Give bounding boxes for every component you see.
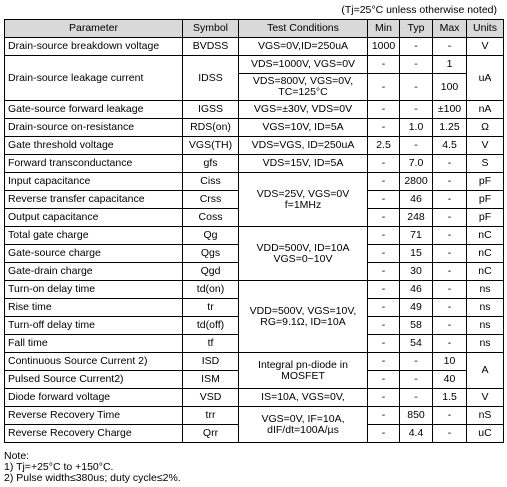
column-header: Parameter bbox=[5, 20, 183, 38]
min-cell: - bbox=[368, 245, 400, 263]
min-cell: - bbox=[368, 299, 400, 317]
max-cell: 100 bbox=[433, 74, 467, 101]
condition-cell: VDD=500V, VGS=10V, RG=9.1Ω, ID=10A bbox=[239, 281, 368, 353]
units-cell: V bbox=[467, 137, 504, 155]
table-row bbox=[5, 155, 504, 173]
param-cell: Gate threshold voltage bbox=[5, 137, 183, 155]
symbol-cell: Qg bbox=[183, 227, 239, 245]
symbol-cell: IDSS bbox=[183, 56, 239, 101]
condition-cell: Integral pn-diode in MOSFET bbox=[239, 353, 368, 389]
units-cell: Ω bbox=[467, 119, 504, 137]
max-cell: - bbox=[433, 173, 467, 191]
column-header: Symbol bbox=[183, 20, 239, 38]
units-cell: V bbox=[467, 38, 504, 56]
typ-cell: - bbox=[400, 56, 433, 74]
test-condition-note: (Tj=25°C unless otherwise noted) bbox=[341, 4, 497, 16]
param-cell: Total gate charge bbox=[5, 227, 183, 245]
min-cell: - bbox=[368, 407, 400, 425]
min-cell: 2.5 bbox=[368, 137, 400, 155]
max-cell: - bbox=[433, 425, 467, 443]
max-cell: - bbox=[433, 281, 467, 299]
units-cell: uC bbox=[467, 425, 504, 443]
table-row bbox=[5, 353, 504, 371]
typ-cell: 71 bbox=[400, 227, 433, 245]
max-cell: - bbox=[433, 191, 467, 209]
symbol-cell: Qrr bbox=[183, 425, 239, 443]
column-header: Max bbox=[433, 20, 467, 38]
condition-cell: VDS=15V, ID=5A bbox=[239, 155, 368, 173]
typ-cell: - bbox=[400, 389, 433, 407]
condition-cell: VGS=10V, ID=5A bbox=[239, 119, 368, 137]
units-cell: pF bbox=[467, 209, 504, 227]
typ-cell: 1.0 bbox=[400, 119, 433, 137]
units-cell: ns bbox=[467, 335, 504, 353]
min-cell: - bbox=[368, 317, 400, 335]
typ-cell: 4.4 bbox=[400, 425, 433, 443]
min-cell: 1000 bbox=[368, 38, 400, 56]
units-cell: nC bbox=[467, 245, 504, 263]
symbol-cell: tr bbox=[183, 299, 239, 317]
symbol-cell: VSD bbox=[183, 389, 239, 407]
param-cell: Gate-drain charge bbox=[5, 263, 183, 281]
condition-cell: VGS=±30V, VDS=0V bbox=[239, 101, 368, 119]
min-cell: - bbox=[368, 227, 400, 245]
symbol-cell: VGS(TH) bbox=[183, 137, 239, 155]
param-cell: Turn-off delay time bbox=[5, 317, 183, 335]
typ-cell: 58 bbox=[400, 317, 433, 335]
units-cell: ns bbox=[467, 299, 504, 317]
min-cell: - bbox=[368, 371, 400, 389]
typ-cell: 15 bbox=[400, 245, 433, 263]
typ-cell: - bbox=[400, 101, 433, 119]
condition-cell: VDS=800V, VGS=0V, TC=125°C bbox=[239, 74, 368, 101]
table-row bbox=[5, 227, 504, 245]
max-cell: - bbox=[433, 227, 467, 245]
symbol-cell: ISM bbox=[183, 371, 239, 389]
param-cell: Reverse transfer capacitance bbox=[5, 191, 183, 209]
typ-cell: 46 bbox=[400, 191, 433, 209]
units-cell: nC bbox=[467, 227, 504, 245]
min-cell: - bbox=[368, 155, 400, 173]
typ-cell: 850 bbox=[400, 407, 433, 425]
units-cell: ns bbox=[467, 317, 504, 335]
electrical-characteristics-table bbox=[4, 19, 504, 443]
param-cell: Drain-source leakage current bbox=[5, 56, 183, 101]
param-cell: Rise time bbox=[5, 299, 183, 317]
typ-cell: 54 bbox=[400, 335, 433, 353]
min-cell: - bbox=[368, 425, 400, 443]
condition-cell: VDS=25V, VGS=0V f=1MHz bbox=[239, 173, 368, 227]
max-cell: - bbox=[433, 263, 467, 281]
symbol-cell: Crss bbox=[183, 191, 239, 209]
units-cell: nS bbox=[467, 407, 504, 425]
param-cell: Continuous Source Current 2) bbox=[5, 353, 183, 371]
typ-cell: - bbox=[400, 38, 433, 56]
min-cell: - bbox=[368, 173, 400, 191]
symbol-cell: IGSS bbox=[183, 101, 239, 119]
param-cell: Reverse Recovery Time bbox=[5, 407, 183, 425]
max-cell: - bbox=[433, 245, 467, 263]
symbol-cell: ISD bbox=[183, 353, 239, 371]
min-cell: - bbox=[368, 281, 400, 299]
units-cell: pF bbox=[467, 191, 504, 209]
table-row bbox=[5, 101, 504, 119]
table-row bbox=[5, 407, 504, 425]
min-cell: - bbox=[368, 74, 400, 101]
typ-cell: 46 bbox=[400, 281, 433, 299]
symbol-cell: trr bbox=[183, 407, 239, 425]
symbol-cell: td(off) bbox=[183, 317, 239, 335]
column-header: Units bbox=[467, 20, 504, 38]
table-row bbox=[5, 389, 504, 407]
max-cell: - bbox=[433, 335, 467, 353]
min-cell: - bbox=[368, 263, 400, 281]
max-cell: - bbox=[433, 317, 467, 335]
note-item: 1) Tj=+25°C to +150°C. bbox=[4, 461, 114, 473]
typ-cell: - bbox=[400, 137, 433, 155]
units-cell: uA bbox=[467, 56, 504, 101]
symbol-cell: Coss bbox=[183, 209, 239, 227]
param-cell: Diode forward voltage bbox=[5, 389, 183, 407]
column-header: Test Conditions bbox=[239, 20, 368, 38]
max-cell: 1.25 bbox=[433, 119, 467, 137]
param-cell: Gate-source forward leakage bbox=[5, 101, 183, 119]
notes bbox=[4, 451, 181, 484]
min-cell: - bbox=[368, 209, 400, 227]
table-row bbox=[5, 38, 504, 56]
condition-cell: VDS=VGS, ID=250uA bbox=[239, 137, 368, 155]
typ-cell: 30 bbox=[400, 263, 433, 281]
symbol-cell: td(on) bbox=[183, 281, 239, 299]
table-header-row bbox=[5, 20, 504, 38]
max-cell: 10 bbox=[433, 353, 467, 371]
units-cell: pF bbox=[467, 173, 504, 191]
param-cell: Output capacitance bbox=[5, 209, 183, 227]
table-row bbox=[5, 173, 504, 191]
note-item: 2) Pulse width≤380us; duty cycle≤2%. bbox=[4, 472, 181, 484]
max-cell: - bbox=[433, 299, 467, 317]
param-cell: Pulsed Source Current2) bbox=[5, 371, 183, 389]
max-cell: 1 bbox=[433, 56, 467, 74]
param-cell: Drain-source on-resistance bbox=[5, 119, 183, 137]
max-cell: - bbox=[433, 407, 467, 425]
typ-cell: 248 bbox=[400, 209, 433, 227]
table-row bbox=[5, 137, 504, 155]
symbol-cell: gfs bbox=[183, 155, 239, 173]
condition-cell: IS=10A, VGS=0V, bbox=[239, 389, 368, 407]
min-cell: - bbox=[368, 119, 400, 137]
condition-cell: VDD=500V, ID=10A VGS=0~10V bbox=[239, 227, 368, 281]
typ-cell: 49 bbox=[400, 299, 433, 317]
table-row bbox=[5, 56, 504, 74]
typ-cell: - bbox=[400, 371, 433, 389]
param-cell: Drain-source breakdown voltage bbox=[5, 38, 183, 56]
column-header: Min bbox=[368, 20, 400, 38]
param-cell: Gate-source charge bbox=[5, 245, 183, 263]
min-cell: - bbox=[368, 191, 400, 209]
symbol-cell: Qgd bbox=[183, 263, 239, 281]
max-cell: - bbox=[433, 155, 467, 173]
min-cell: - bbox=[368, 389, 400, 407]
typ-cell: - bbox=[400, 353, 433, 371]
max-cell: ±100 bbox=[433, 101, 467, 119]
max-cell: 40 bbox=[433, 371, 467, 389]
units-cell: nC bbox=[467, 263, 504, 281]
condition-cell: VGS=0V, IF=10A, dIF/dt=100A/µs bbox=[239, 407, 368, 443]
units-cell: V bbox=[467, 389, 504, 407]
min-cell: - bbox=[368, 101, 400, 119]
typ-cell: - bbox=[400, 74, 433, 101]
symbol-cell: RDS(on) bbox=[183, 119, 239, 137]
symbol-cell: tf bbox=[183, 335, 239, 353]
units-cell: nA bbox=[467, 101, 504, 119]
typ-cell: 2800 bbox=[400, 173, 433, 191]
param-cell: Reverse Recovery Charge bbox=[5, 425, 183, 443]
symbol-cell: Ciss bbox=[183, 173, 239, 191]
max-cell: 1.5 bbox=[433, 389, 467, 407]
param-cell: Turn-on delay time bbox=[5, 281, 183, 299]
symbol-cell: BVDSS bbox=[183, 38, 239, 56]
condition-cell: VGS=0V,ID=250uA bbox=[239, 38, 368, 56]
max-cell: - bbox=[433, 209, 467, 227]
column-header: Typ bbox=[400, 20, 433, 38]
units-cell: A bbox=[467, 353, 504, 389]
condition-cell: VDS=1000V, VGS=0V bbox=[239, 56, 368, 74]
max-cell: 4.5 bbox=[433, 137, 467, 155]
param-cell: Forward transconductance bbox=[5, 155, 183, 173]
table-row bbox=[5, 281, 504, 299]
param-cell: Fall time bbox=[5, 335, 183, 353]
units-cell: ns bbox=[467, 281, 504, 299]
symbol-cell: Qgs bbox=[183, 245, 239, 263]
min-cell: - bbox=[368, 56, 400, 74]
param-cell: Input capacitance bbox=[5, 173, 183, 191]
min-cell: - bbox=[368, 353, 400, 371]
max-cell: - bbox=[433, 38, 467, 56]
typ-cell: 7.0 bbox=[400, 155, 433, 173]
table-row bbox=[5, 119, 504, 137]
min-cell: - bbox=[368, 335, 400, 353]
notes-title: Note: bbox=[4, 450, 30, 462]
units-cell: S bbox=[467, 155, 504, 173]
